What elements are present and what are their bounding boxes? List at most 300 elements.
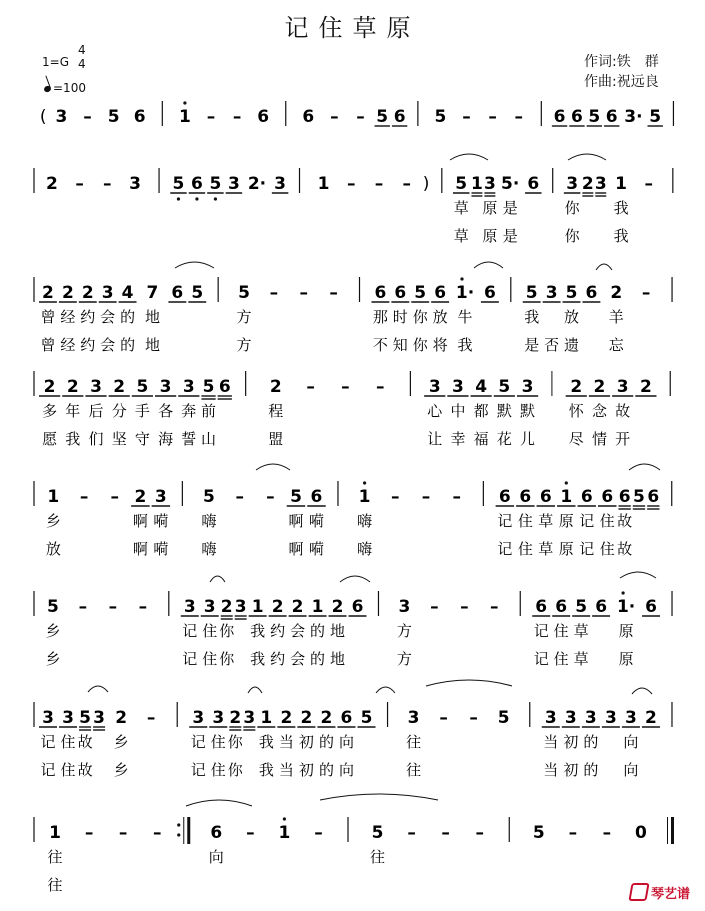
song-title: 记住草原 [284, 14, 421, 42]
lyric-verse-2: 住 [202, 650, 218, 668]
lyric-verse-2: 住 [517, 540, 533, 558]
note: 3 [183, 597, 196, 617]
slur-arc [568, 154, 606, 160]
note: 2 [269, 377, 282, 397]
high-octave-dot [565, 481, 568, 484]
watermark-logo [630, 883, 690, 902]
lyric-verse-1: 曾 [40, 308, 56, 326]
note: 3 [154, 487, 167, 507]
note: 5 [525, 283, 538, 303]
dash-mark: – [374, 174, 384, 194]
lyric-verse-2: 初 [298, 761, 314, 779]
slur-arc [175, 262, 214, 268]
lyric-verse-1: 默 [496, 402, 512, 420]
lyric-verse-1: 牛 [457, 308, 473, 326]
dash-mark: – [269, 283, 279, 303]
lyric-verse-2: 幸 [450, 430, 466, 448]
lyric-verse-2: 放 [45, 540, 61, 558]
lyric-verse-2: 们 [88, 430, 104, 448]
lyric-verse-2: 经 [60, 336, 76, 354]
slur-arc [629, 464, 660, 470]
lyric-verse-2: 嗬 [153, 540, 169, 558]
lyric-verse-1: 记 [533, 622, 549, 640]
lyric-verse-2: 情 [591, 430, 607, 448]
note: 2 [331, 597, 344, 617]
note: 3 [90, 377, 102, 397]
note: 1· [455, 283, 475, 303]
lyric-verse-2: 忘 [608, 336, 624, 354]
note: 4 [475, 377, 488, 397]
lyric-verse-1: 你 [564, 199, 580, 217]
lyric-verse-2: 故 [617, 540, 633, 558]
lyric-verse-2: 你 [564, 227, 580, 245]
lyric-verse-2: 原 [558, 540, 574, 558]
note: 1 [471, 174, 483, 194]
lyric-verse-2: 的 [583, 761, 599, 779]
note: 5 [136, 377, 149, 397]
lyric-verse-2: 的 [318, 761, 334, 779]
note: 5 [238, 283, 250, 303]
note: 2 [229, 708, 242, 728]
composer-credit: 作曲:祝远良 [584, 74, 659, 90]
note: 3 [483, 174, 496, 194]
lyric-verse-1: 地 [330, 622, 346, 640]
note: 6 [498, 487, 511, 507]
lyric-verse-2: 方 [236, 336, 252, 354]
note: 6 [571, 107, 583, 127]
lyricist-credit: 作词:铁 群 [584, 54, 659, 70]
dash-mark: – [329, 283, 338, 303]
slur-arc [320, 794, 438, 800]
lyric-verse-2: 遗 [564, 336, 580, 354]
note: 3 [594, 174, 607, 194]
note: 2 [581, 174, 594, 194]
lyric-verse-2: 记 [579, 540, 595, 558]
note: 5 [376, 107, 389, 127]
dash-mark: – [602, 823, 612, 843]
lyric-verse-2: 嗨 [357, 540, 373, 558]
lyric-verse-1: 啊 [132, 512, 148, 530]
lyric-verse-1: 经 [60, 308, 76, 326]
lyric-verse-1: 记 [579, 512, 595, 530]
lyric-verse-1: 会 [290, 622, 306, 640]
lyric-verse-1: 当 [543, 733, 559, 751]
lyric-verse-1: 约 [270, 622, 286, 640]
lyric-verse-2: 住 [553, 650, 569, 668]
dash-mark: – [75, 174, 84, 194]
note: 3 [192, 708, 205, 728]
lyric-verse-2: 守 [134, 430, 150, 448]
note: 5· [501, 174, 520, 194]
lyric-verse-1: 程 [268, 402, 284, 420]
lyric-verse-2: 我 [258, 761, 274, 779]
lyric-verse-1: 故 [615, 402, 631, 420]
note: 3 [62, 708, 74, 728]
lyric-verse-2: 誓 [181, 430, 197, 448]
dash-mark: – [421, 487, 431, 507]
lyric-verse-1: 住 [553, 622, 569, 640]
lyric-verse-2: 向 [623, 761, 639, 779]
dash-mark: – [568, 823, 578, 843]
note: 1 [178, 107, 191, 127]
lyric-verse-1: 前 [201, 402, 217, 420]
lyric-verse-2: 记 [533, 650, 549, 668]
note: 5 [414, 283, 427, 303]
note: 6 [527, 174, 540, 194]
lyric-verse-1: 原 [558, 512, 574, 530]
lyric-verse-2: 记 [182, 650, 198, 668]
lyric-verse-2: 住 [599, 540, 615, 558]
lyric-verse-1: 的 [310, 622, 326, 640]
lyric-verse-2: 知 [392, 336, 408, 354]
low-octave-dot [214, 197, 217, 200]
note: 5 [455, 174, 468, 194]
lyric-verse-2: 啊 [132, 540, 148, 558]
slur-arc [88, 686, 108, 692]
lyric-verse-2: 是 [502, 227, 518, 245]
note: 5 [360, 708, 373, 728]
note: 0 [635, 823, 647, 843]
note: 3 [42, 708, 54, 728]
lyric-verse-1: 往 [406, 733, 422, 751]
note: 5 [172, 174, 185, 194]
lyric-verse-1: 记 [182, 622, 198, 640]
note: 6 [555, 597, 568, 617]
note: 6 [218, 377, 231, 397]
lyric-verse-1: 约 [80, 308, 96, 326]
note: 2 [639, 377, 652, 397]
note: 3 [544, 708, 557, 728]
lyric-verse-1: 的 [120, 308, 136, 326]
dash-mark: – [641, 283, 651, 303]
lyric-verse-2: 草 [453, 227, 469, 245]
lyric-verse-1: 是 [502, 199, 518, 217]
note: 1 [311, 597, 324, 617]
lyric-verse-2: 原 [618, 650, 634, 668]
note: 2 [320, 708, 333, 728]
note: 6 [257, 107, 270, 127]
note: 1 [47, 487, 60, 507]
lyric-verse-1: 住 [599, 512, 615, 530]
lyric-verse-1: 手 [134, 402, 150, 420]
note: 5 [47, 597, 59, 617]
dash-mark: – [441, 823, 450, 843]
lyric-verse-2: 方 [396, 650, 412, 668]
lyric-verse-2: 记 [190, 761, 206, 779]
slur-arc [210, 576, 225, 582]
note: 2 [81, 283, 94, 303]
lyric-verse-2: 往 [47, 876, 63, 894]
lyric-verse-1: 住 [517, 512, 533, 530]
lyric-verse-1: 我 [613, 199, 629, 217]
lyric-verse-2: 啊 [288, 540, 304, 558]
note: 6 [310, 487, 323, 507]
note: 3 [616, 377, 629, 397]
note: 1 [260, 708, 273, 728]
dash-mark: – [84, 823, 94, 843]
lyric-verse-1: 都 [473, 402, 489, 420]
lyric-verse-1: 你 [227, 733, 243, 751]
dash-mark: – [232, 107, 242, 127]
note: 6 [302, 107, 315, 127]
lyric-verse-2: 约 [270, 650, 286, 668]
note: 5 [290, 487, 302, 507]
note: 6 [553, 107, 566, 127]
key-signature: 1=G [42, 55, 69, 69]
note: 2 [570, 377, 583, 397]
lyric-verse-2: 会 [100, 336, 116, 354]
lyric-verse-2: 我 [613, 227, 629, 245]
note: 2 [291, 597, 304, 617]
lyric-verse-1: 地 [144, 308, 160, 326]
note: 6 [535, 597, 548, 617]
dash-mark: – [118, 823, 128, 843]
note: 1 [560, 487, 573, 507]
lyric-verse-1: 各 [158, 402, 174, 420]
note: 2 [645, 708, 657, 728]
note: 3 [274, 174, 287, 194]
note: 1 [278, 823, 291, 843]
lyric-verse-2: 愿 [42, 430, 58, 448]
lyric-verse-1: 后 [88, 402, 104, 420]
note: 3 [101, 283, 114, 303]
lyric-verse-2: 记 [497, 540, 513, 558]
lyric-verse-1: 默 [520, 402, 536, 420]
high-octave-dot [183, 101, 186, 104]
note: 6 [393, 107, 406, 127]
dash-mark: – [152, 823, 162, 843]
note: 2 [42, 283, 54, 303]
note: 3 [521, 377, 534, 397]
lyric-verse-1: 啊 [288, 512, 304, 530]
high-octave-dot [283, 817, 286, 820]
lyric-verse-2: 我 [457, 336, 473, 354]
note: 3 [428, 377, 441, 397]
lyric-verse-2: 原 [482, 227, 498, 245]
note: 1· [616, 597, 636, 617]
dash-mark: – [391, 487, 400, 507]
note: 5 [498, 377, 511, 397]
lyric-verse-1: 乡 [113, 733, 129, 751]
note: 5 [565, 283, 578, 303]
lyric-verse-1: 那 [372, 308, 388, 326]
lyric-verse-1: 住 [210, 733, 226, 751]
dash-mark: – [299, 283, 309, 303]
lyric-verse-2: 地 [144, 336, 160, 354]
note: 6 [585, 283, 598, 303]
note: 3 [604, 708, 617, 728]
lyric-verse-1: 住 [202, 622, 218, 640]
lyric-verse-1: 往 [370, 848, 386, 866]
dash-mark: – [306, 377, 315, 397]
note: 2 [113, 377, 126, 397]
dash-mark: – [488, 107, 497, 127]
note: 3 [407, 708, 420, 728]
logo-icon [628, 883, 649, 901]
dash-mark: – [469, 708, 478, 728]
lyric-verse-2: 让 [427, 430, 443, 448]
note: 6 [618, 487, 631, 507]
note: 6 [647, 487, 660, 507]
lyric-verse-1: 念 [591, 402, 607, 420]
note: 3 [203, 597, 216, 617]
note: 3 [564, 708, 577, 728]
note: 6 [434, 283, 447, 303]
note: 6 [191, 174, 203, 194]
lyric-verse-1: 原 [482, 199, 498, 217]
lyric-verse-2: 山 [201, 430, 217, 448]
high-octave-dot [621, 591, 624, 594]
dash-mark: – [83, 107, 92, 127]
note: 3 [243, 708, 256, 728]
note: 6 [645, 597, 657, 617]
slur-arc [620, 572, 656, 578]
note: 5 [575, 597, 588, 617]
lyric-verse-1: 多 [42, 402, 58, 420]
lyric-verse-1: 方 [236, 308, 252, 326]
note: 3 [182, 377, 195, 397]
lyric-verse-1: 的 [583, 733, 599, 751]
note: 3 [624, 708, 637, 728]
lyric-verse-1: 嗬 [153, 512, 169, 530]
dash-mark: – [206, 107, 216, 127]
note: 7 [146, 283, 159, 303]
lyric-verse-2: 故 [77, 761, 93, 779]
note: 6 [601, 487, 614, 507]
lyric-verse-2: 尽 [568, 430, 584, 448]
lyric-verse-1: 记 [40, 733, 56, 751]
note: 2· [247, 174, 267, 194]
lyric-verse-2: 草 [573, 650, 589, 668]
note: 5 [202, 377, 215, 397]
note: 5 [371, 823, 384, 843]
lyric-verse-2: 嗨 [201, 540, 217, 558]
dash-mark: – [330, 107, 339, 127]
dash-mark: – [146, 708, 156, 728]
lyric-verse-1: 时 [392, 308, 408, 326]
lyric-verse-1: 中 [450, 402, 466, 420]
lyric-verse-1: 奔 [181, 402, 197, 420]
lyric-verse-1: 乡 [45, 622, 61, 640]
lyric-verse-1: 你 [412, 308, 428, 326]
slur-arc [340, 576, 370, 582]
lyric-verse-1: 向 [338, 733, 354, 751]
dash-mark: – [78, 597, 88, 617]
lyric-verse-2: 开 [615, 430, 631, 448]
dash-mark: – [108, 597, 118, 617]
lyric-verse-2: 会 [290, 650, 306, 668]
note: 2 [134, 487, 147, 507]
lyric-verse-1: 记 [190, 733, 206, 751]
lyric-verse-2: 我 [65, 430, 81, 448]
dash-mark: – [138, 597, 148, 617]
note: 6 [374, 283, 387, 303]
note: 3 [452, 377, 464, 397]
lyric-verse-1: 羊 [608, 308, 624, 326]
lyric-verse-1: 分 [111, 402, 127, 420]
note: 6 [539, 487, 552, 507]
lyric-verse-1: 故 [617, 512, 633, 530]
lyric-verse-2: 否 [544, 336, 560, 354]
note: 5 [434, 107, 447, 127]
dash-mark: – [402, 174, 411, 194]
low-octave-dot [177, 197, 180, 200]
note: 6 [340, 708, 353, 728]
lyric-verse-2: 福 [473, 430, 489, 448]
dash-mark: – [110, 487, 120, 507]
dash-mark: – [460, 597, 469, 617]
note: 6 [595, 597, 608, 617]
lyric-verse-1: 草 [453, 199, 469, 217]
dash-mark: – [644, 174, 654, 194]
high-octave-dot [363, 481, 366, 484]
note: 2 [43, 377, 56, 397]
note: 6 [171, 283, 184, 303]
dash-mark: – [475, 823, 484, 843]
lyric-verse-2: 草 [538, 540, 554, 558]
slur-arc [256, 464, 290, 470]
lyric-verse-2: 你 [227, 761, 243, 779]
lyric-verse-2: 往 [406, 761, 422, 779]
note: 3 [129, 174, 141, 194]
lyric-verse-1: 方 [396, 622, 412, 640]
lyric-verse-1: 我 [258, 733, 274, 751]
dash-mark: – [439, 708, 448, 728]
lyric-verse-1: 怀 [568, 402, 584, 420]
note: 3 [227, 174, 240, 194]
lyric-verse-1: 年 [65, 402, 81, 420]
note: 6 [210, 823, 223, 843]
lyric-verse-2: 盟 [268, 430, 284, 448]
high-octave-dot [460, 277, 463, 280]
slur-arc [474, 262, 503, 268]
lyric-verse-1: 我 [250, 622, 266, 640]
note: 6 [133, 107, 146, 127]
note: 4 [121, 283, 134, 303]
dash-mark: – [235, 487, 244, 507]
dash-mark: – [347, 174, 356, 194]
lyric-verse-2: 住 [60, 761, 76, 779]
lyric-verse-1: 放 [432, 308, 448, 326]
slur-arc [248, 687, 262, 693]
note: 5 [649, 107, 662, 127]
low-octave-dot [195, 197, 198, 200]
note: 5 [107, 107, 120, 127]
lyric-verse-2: 花 [496, 430, 512, 448]
lyric-verse-1: 往 [47, 848, 63, 866]
note: 3 [93, 708, 106, 728]
lyric-verse-2: 当 [278, 761, 294, 779]
lyric-verse-2: 约 [80, 336, 96, 354]
note: 6 [519, 487, 532, 507]
note: 3 [566, 174, 579, 194]
lyric-verse-2: 当 [543, 761, 559, 779]
note: 2 [300, 708, 313, 728]
note: 3 [398, 597, 411, 617]
lyric-verse-1: 心 [427, 402, 443, 420]
lyric-verse-2: 儿 [520, 430, 536, 448]
lyric-verse-2: 坚 [111, 430, 127, 448]
lyric-verse-2: 嗬 [308, 540, 324, 558]
lyric-verse-1: 记 [497, 512, 513, 530]
note: 5 [497, 708, 510, 728]
lyric-verse-2: 的 [310, 650, 326, 668]
note: 5 [209, 174, 222, 194]
lyric-verse-2: 向 [338, 761, 354, 779]
lyric-verse-2: 乡 [45, 650, 61, 668]
lyric-verse-2: 乡 [113, 761, 129, 779]
slur-arc [426, 680, 512, 686]
